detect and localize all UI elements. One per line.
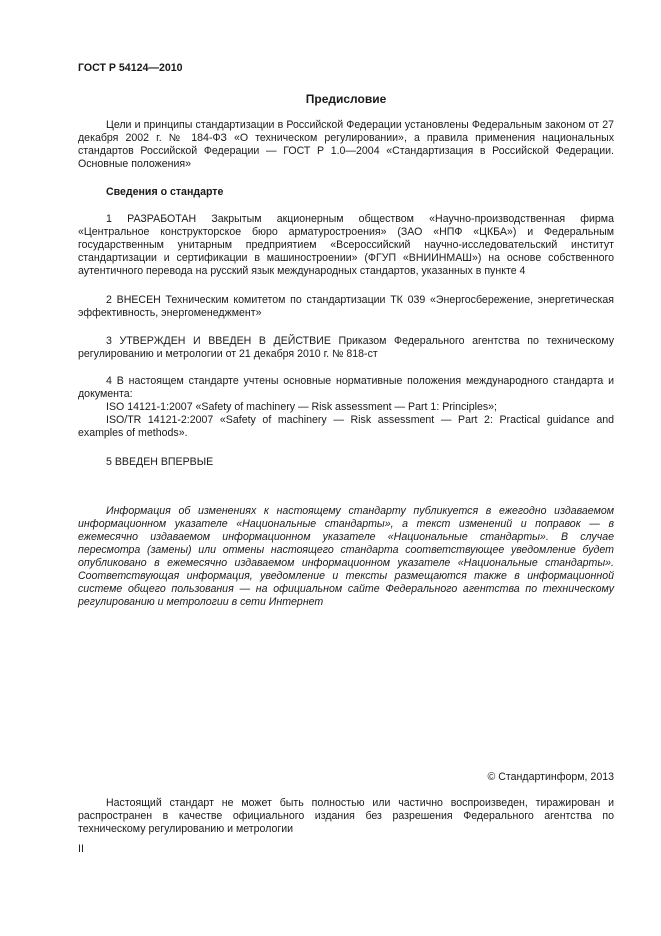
- item-5: [78, 456, 614, 469]
- reproduction-text: Настоящий стандарт не может быть полностью или частично воспроизведен, тиражирован и распространен в качестве официального издания без разрешения Федерального агентства по техническому регулированию и метрологии: [78, 797, 614, 835]
- copyright-block: [78, 771, 614, 784]
- ref-2: ISO/TR 14121-2:2007 «Safety of machinery — Risk assessment — Part 2: Practical guidance and examples of methods».: [78, 414, 614, 439]
- notice-text: Информация об изменениях к настоящему стандарту публикуется в ежегодно издаваемом информационном указателе «Национальные стандарты», а текст изменений и поправок — в ежемесячно издаваемом информационном указателе «Национальные стандарты». В случае пересмотра (замены) или отмены настоящего стандарта соответствующее уведомление будет опубликовано в ежемесячно издаваемом информационном указателе «Национальные стандарты». Соответствующая информация, уведомление и тексты размещаются также в информационной системе общего пользования — на официальном сайте Федерального агентства по техническому регулированию и метрологии в сети Интернет: [78, 505, 614, 608]
- item-3: [78, 335, 614, 361]
- item-1-text: 1 РАЗРАБОТАН Закрытым акционерным обществом «Научно-производственная фирма «Центральное конструкторское бюро арматуростроения» (ЗАО «НПФ «ЦКБА») и Федеральным государственным унитарным предприятием «Всероссийский научно-исследовательский институт стандартизации и сертификации в машиностроении» (ФГУП «ВНИИНМАШ») на основе собственного аутентичного перевода на русский язык международных стандартов, указанных в пункте 4: [78, 213, 614, 277]
- intro-paragraph: [78, 119, 614, 171]
- page-number: II: [78, 843, 84, 855]
- intro-text: Цели и принципы стандартизации в Российской Федерации установлены Федеральным законом от 27 декабря 2002 г. № 184-ФЗ «О техническом регулировании», а правила применения национальных стандартов Российской Федерации — ГОСТ Р 1.0—2004 «Стандартизация в Российской Федерации. Основные положения»: [78, 119, 614, 170]
- item-4: [78, 375, 614, 440]
- item-2: [78, 294, 614, 320]
- item-1: [78, 213, 614, 278]
- item-4-text: 4 В настоящем стандарте учтены основные нормативные положения международного стандарта и документа:: [78, 375, 614, 400]
- doc-code-header: ГОСТ Р 54124—2010: [78, 62, 183, 74]
- info-heading: Сведения о стандарте: [106, 186, 224, 198]
- page-title: Предисловие: [305, 92, 387, 106]
- item-5-text: 5 ВВЕДЕН ВПЕРВЫЕ: [106, 456, 214, 468]
- item-3-text: 3 УТВЕРЖДЕН И ВВЕДЕН В ДЕЙСТВИЕ Приказом Федерального агентства по техническому регулированию и метрологии от 21 декабря 2010 г. № 818-ст: [78, 335, 614, 360]
- ref-1: ISO 14121-1:2007 «Safety of machinery — Risk assessment — Part 1: Principles»;: [106, 401, 497, 413]
- notice-block: [78, 505, 614, 609]
- item-2-text: 2 ВНЕСЕН Техническим комитетом по стандартизации ТК 039 «Энергосбережение, энергетическая эффективность, энергоменеджмент»: [78, 294, 614, 319]
- info-heading-block: [78, 186, 614, 199]
- copyright-text: © Стандартинформ, 2013: [487, 771, 614, 783]
- reproduction-block: [78, 797, 614, 836]
